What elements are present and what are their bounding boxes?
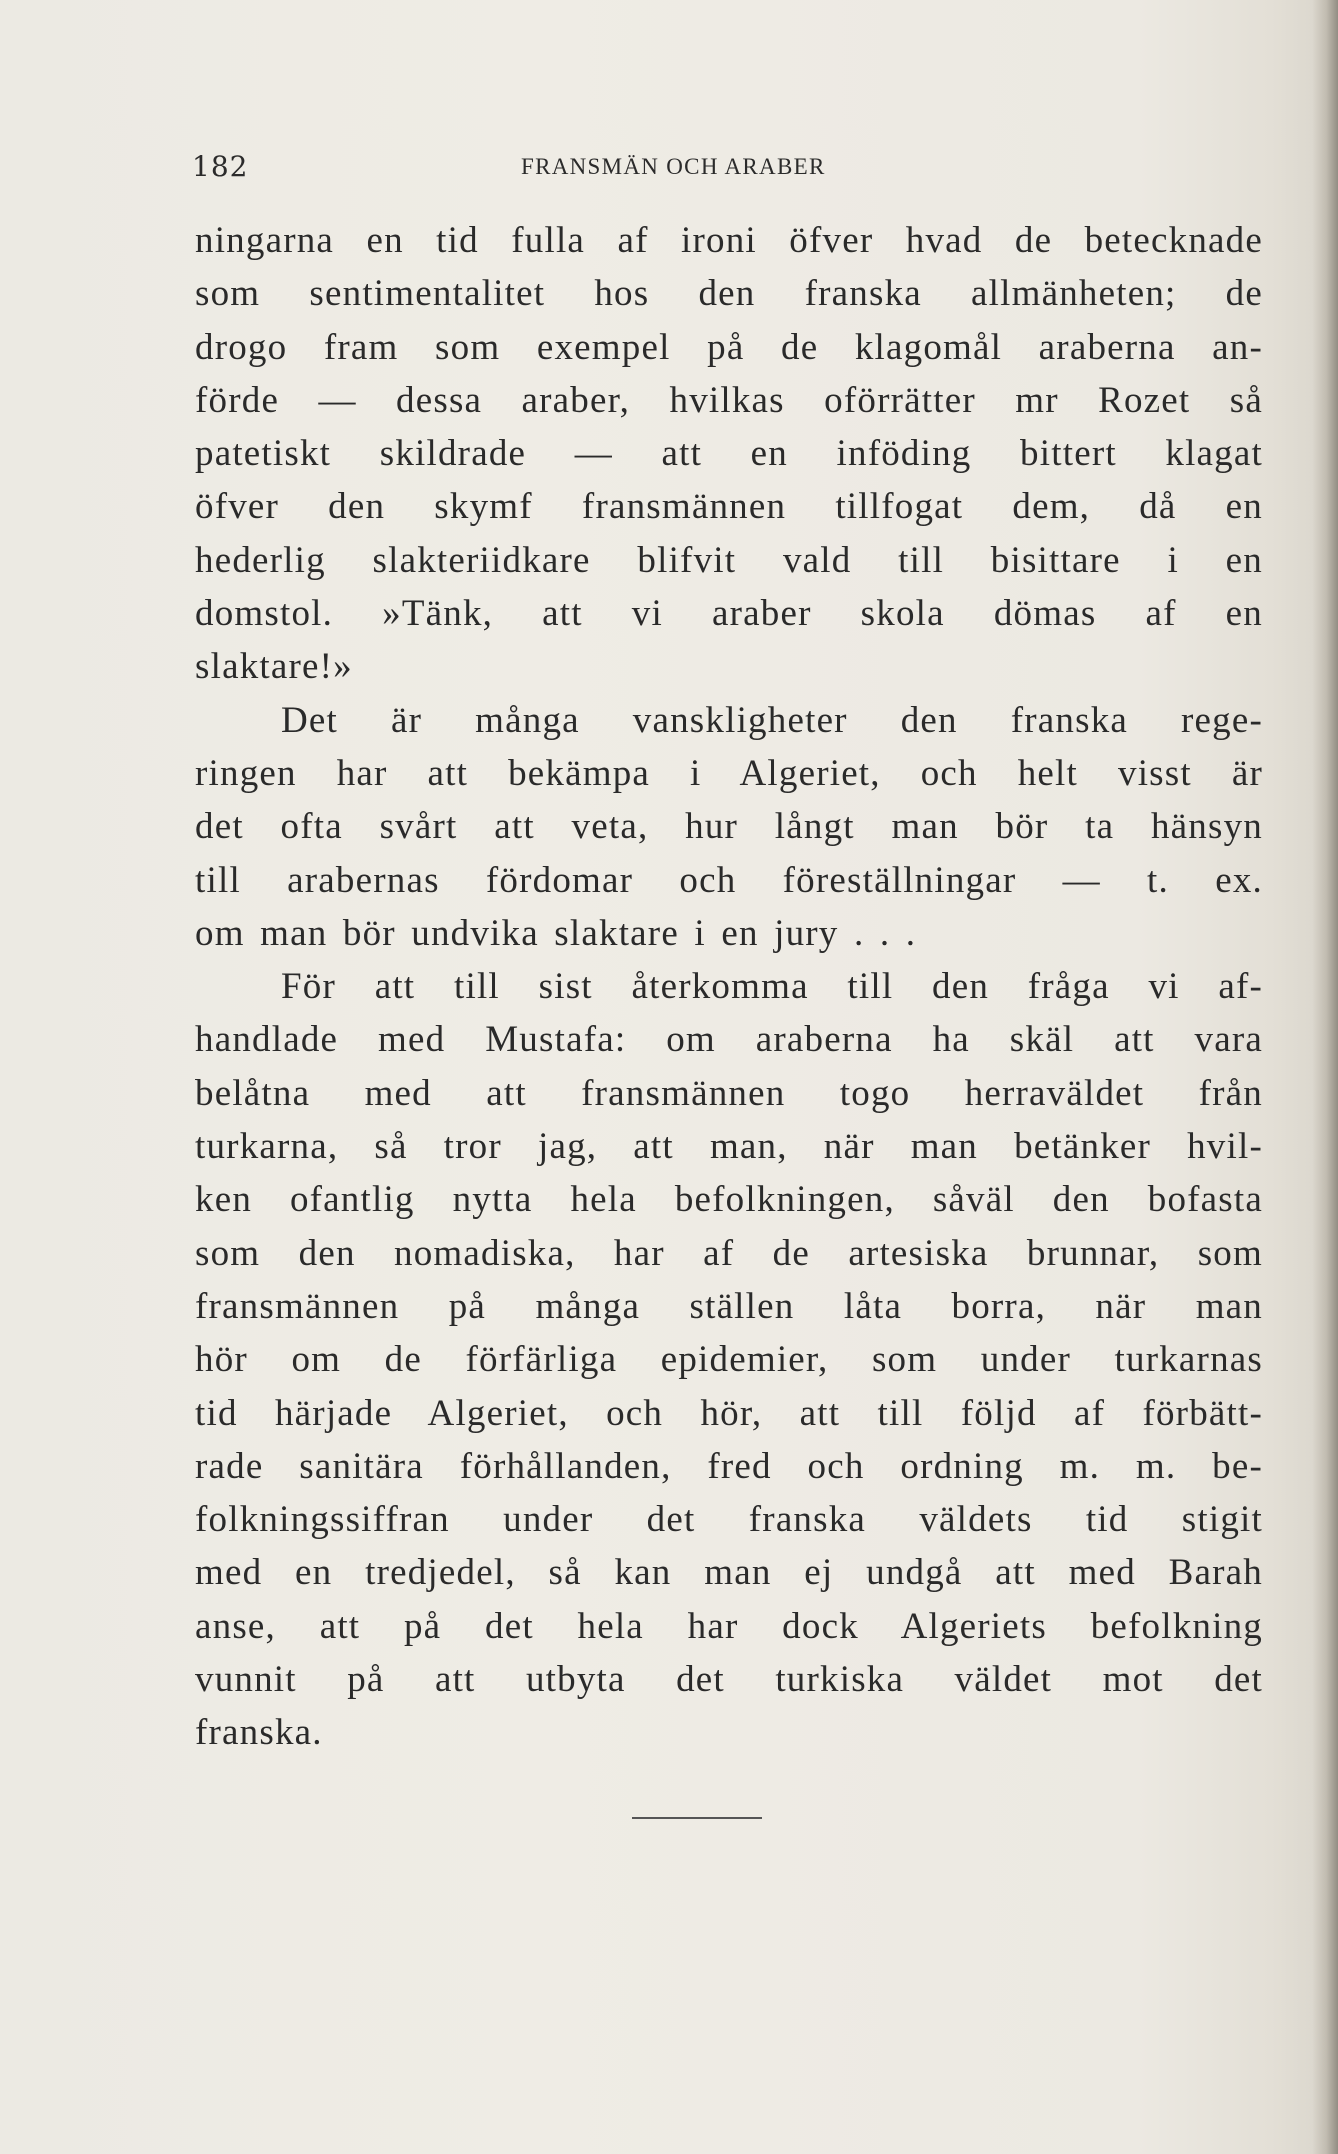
text-line: om man bör undvika slaktare i en jury . . . — [195, 912, 917, 954]
text-line: vunnit på att utbyta det turkiska väldet mot det — [195, 1659, 1263, 1701]
running-head: FRANSMÄN OCH ARABER — [521, 154, 826, 179]
text-line: hederlig slakteriidkare blifvit vald till bisittare i en — [195, 539, 1263, 581]
section-end-rule — [632, 1817, 762, 1819]
text-line: ningarna en tid fulla af ironi öfver hvad de betecknade — [195, 220, 1263, 261]
text-line: som sentimentalitet hos den franska allmänheten; de — [195, 273, 1263, 315]
text-line: ken ofantlig nytta hela befolkningen, såväl den bofasta — [195, 1179, 1263, 1221]
text-line: som den nomadiska, har af de artesiska brunnar, som — [195, 1232, 1263, 1274]
text-line: drogo fram som exempel på de klagomål araberna an- — [195, 326, 1263, 368]
text-line: slaktare!» — [195, 646, 353, 688]
text-line: Det är många vanskligheter den franska rege- — [281, 699, 1263, 741]
text-line: öfver den skymf fransmännen tillfogat dem, då en — [195, 486, 1263, 528]
text-line: ringen har att bekämpa i Algeriet, och helt visst är — [195, 752, 1263, 794]
page-edge-shadow — [1312, 0, 1338, 2154]
text-line: förde — dessa araber, hvilkas oförrätter mr Rozet så — [195, 379, 1263, 421]
text-line: rade sanitära förhållanden, fred och ordning m. m. be- — [195, 1445, 1263, 1487]
text-line: domstol. »Tänk, att vi araber skola dömas af en — [195, 593, 1263, 635]
text-line: För att till sist återkomma till den fråga vi af- — [281, 966, 1263, 1008]
text-line: franska. — [195, 1712, 323, 1754]
text-line: folkningssiffran under det franska väldets tid stigit — [195, 1499, 1263, 1541]
text-line: turkarna, så tror jag, att man, när man betänker hvil- — [195, 1126, 1263, 1168]
text-line: patetiskt skildrade — att en inföding bittert klagat — [195, 433, 1263, 475]
page-header — [192, 150, 1192, 190]
text-line: anse, att på det hela har dock Algeriets befolkning — [195, 1605, 1263, 1647]
text-line: det ofta svårt att veta, hur långt man bör ta hänsyn — [195, 806, 1263, 848]
text-line: handlade med Mustafa: om araberna ha skäl att vara — [195, 1019, 1263, 1061]
body-text — [195, 214, 1263, 1760]
text-line: hör om de förfärliga epidemier, som under turkarnas — [195, 1339, 1263, 1381]
page-number: 182 — [192, 150, 249, 183]
text-line: tid härjade Algeriet, och hör, att till följd af förbätt- — [195, 1392, 1263, 1434]
text-line: fransmännen på många ställen låta borra, när man — [195, 1285, 1263, 1327]
text-line: till arabernas fördomar och föreställningar — t. ex. — [195, 859, 1263, 901]
text-line: med en tredjedel, så kan man ej undgå att med Barah — [195, 1552, 1263, 1594]
text-line: belåtna med att fransmännen togo herraväldet från — [195, 1072, 1263, 1114]
